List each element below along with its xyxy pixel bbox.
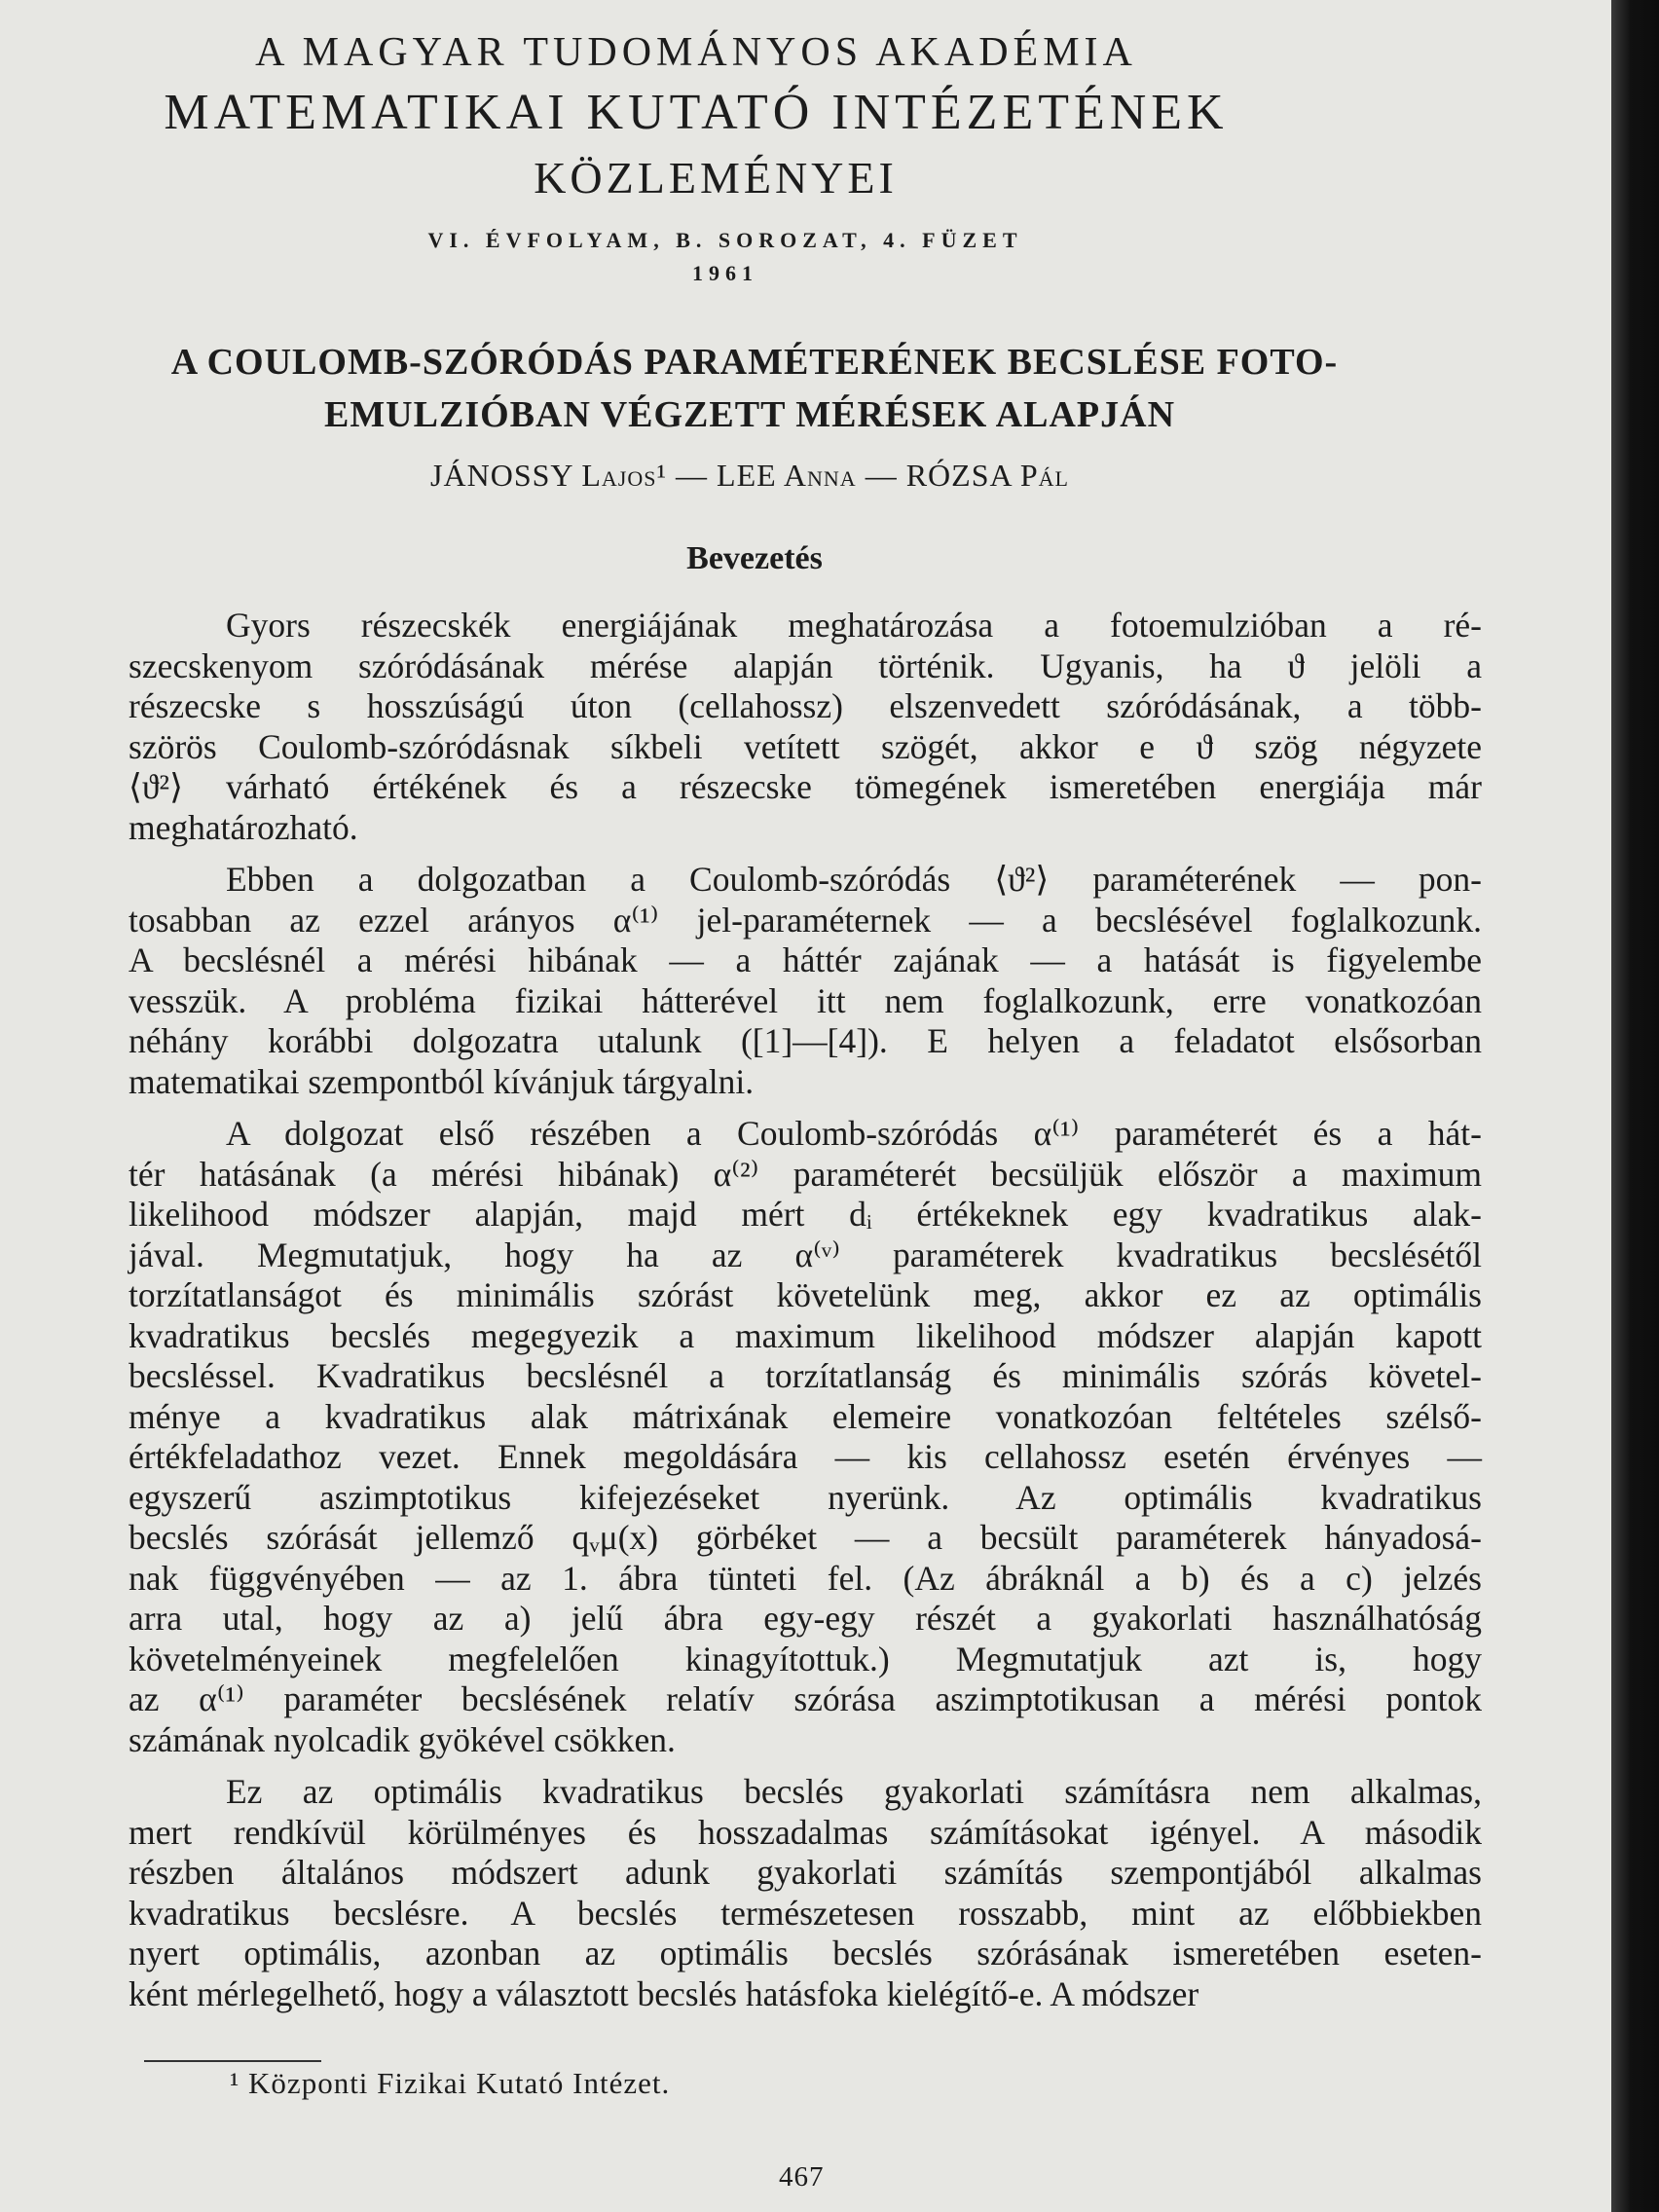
text-line: szörös Coulomb-szóródásnak síkbeli vetített szögét, akkor e ϑ szög négyzete [129,726,1482,766]
text-line: követelményeinek megfelelően kinagyítottuk.) Megmutatjuk azt is, hogy [129,1639,1482,1678]
article-title-line2: EMULZIÓBAN VÉGZETT MÉRÉSEK ALAPJÁN [323,394,1176,435]
paragraph [129,1772,1482,2014]
text-line: ként mérlegelhető, hogy a választott becslés hatásfoka kielégítő-e. A módszer [129,1973,1199,2013]
section-heading: Bevezetés [686,540,823,576]
text-line: nak függvényében — az 1. ábra tünteti fel. (Az ábráknál a b) és a c) jelzés [129,1558,1482,1598]
page-number: 467 [779,2161,825,2193]
text-line: meghatározható. [129,807,358,847]
text-line: ⟨ϑ²⟩ várható értékének és a részecske tömegének ismeretében energiája már [129,767,1482,806]
text-line: likelihood módszer alapján, majd mért dᵢ értékeknek egy kvadratikus alak- [129,1195,1482,1234]
article-authors: JÁNOSSY Lajos¹ — LEE Anna — RÓZSA Pál [430,458,1069,493]
text-line: Ebben a dolgozatban a Coulomb-szóródás ⟨ϑ²⟩ paraméterének — pon- [226,860,1482,899]
text-line: számának nyolcadik gyökével csökken. [129,1719,676,1759]
text-line: nyert optimális, azonban az optimális becslés szórásának ismeretében eseten- [129,1934,1482,1972]
journal-header-line2: MATEMATIKAI KUTATÓ INTÉZETÉNEK [164,85,1229,140]
text-line: részben általános módszert adunk gyakorlati számítás szempontjából alkalmas [129,1853,1482,1892]
text-line: becslés szórását jellemző qᵥμ(x) görbéket — a becsült paraméterek hányadosá- [129,1518,1482,1557]
text-line: A becslésnél a mérési hibának — a háttér zajának — a hatását is figyelembe [129,940,1482,979]
journal-issue: VI. ÉVFOLYAM, B. SOROZAT, 4. FÜZET [427,228,1023,252]
paragraph [129,1114,1482,1760]
text-line: néhány korábbi dolgozatra utalunk ([1]—[4]). E helyen a feladatot elsősorban [129,1021,1482,1060]
text-line: vesszük. A probléma fizikai hátterével itt nem foglalkozunk, erre vonatkozóan [129,980,1482,1020]
text-line: értékfeladathoz vezet. Ennek megoldására — kis cellahossz esetén érvényes — [129,1437,1482,1476]
text-line: részecske s hosszúságú úton (cellahossz) elszenvedett szóródásának, a több- [129,686,1482,725]
body-text [129,606,1482,2014]
text-line: egyszerű aszimptotikus kifejezéseket nyerünk. Az optimális kvadratikus [129,1477,1482,1517]
text-line: becsléssel. Kvadratikus becslésnél a torzítatlanság és minimális szórás követel- [129,1356,1482,1395]
journal-header-line1: A MAGYAR TUDOMÁNYOS AKADÉMIA [255,30,1137,75]
text-line: matematikai szempontból kívánjuk tárgyalni. [129,1061,755,1101]
text-line: tosabban az ezzel arányos α⁽¹⁾ jel-paraméternek — a becslésével foglalkozunk. [129,900,1482,940]
text-line: az α⁽¹⁾ paraméter becslésének relatív szórása aszimptotikusan a mérési pontok [129,1679,1482,1718]
text-line: arra utal, hogy az a) jelű ábra egy-egy részét a gyakorlati használhatóság [129,1599,1482,1638]
journal-header-line3: KÖZLEMÉNYEI [534,153,898,203]
article-title-line1: A COULOMB-SZÓRÓDÁS PARAMÉTERÉNEK BECSLÉSE FOTO- [170,342,1339,383]
text-line: jával. Megmutatjuk, hogy ha az α⁽ᵛ⁾ paraméterek kvadratikus becslésétől [129,1235,1482,1274]
text-line: A dolgozat első részében a Coulomb-szóródás α⁽¹⁾ paraméterét és a hát- [226,1114,1482,1153]
text-line: torzítatlanságot és minimális szórást követelünk meg, akkor ez az optimális [129,1275,1482,1314]
text-line: tér hatásának (a mérési hibának) α⁽²⁾ paraméterét becsüljük először a maximum [129,1154,1482,1194]
book-edge-shadow [1611,0,1659,2212]
paragraph [129,606,1482,848]
text-line: kvadratikus becslésre. A becslés természetesen rosszabb, mint az előbbiekben [129,1893,1482,1933]
footnote: ¹ Központi Fizikai Kutató Intézet. [230,2066,671,2100]
text-line: szecskenyom szóródásának mérése alapján történik. Ugyanis, ha ϑ jelöli a [129,645,1482,685]
paragraph [129,860,1482,1102]
text-line: ménye a kvadratikus alak mátrixának elemeire vonatkozóan feltételes szélső- [129,1396,1482,1436]
text-line: Ez az optimális kvadratikus becslés gyakorlati számításra nem alkalmas, [226,1772,1482,1811]
journal-year: 1961 [692,261,758,285]
text-line: mert rendkívül körülményes és hosszadalmas számításokat igényel. A második [129,1812,1482,1852]
footnote-divider [144,2060,321,2062]
text-line: Gyors részecskék energiájának meghatározása a fotoemulzióban a ré- [226,606,1482,645]
text-line: kvadratikus becslés megegyezik a maximum likelihood módszer alapján kapott [129,1315,1482,1355]
